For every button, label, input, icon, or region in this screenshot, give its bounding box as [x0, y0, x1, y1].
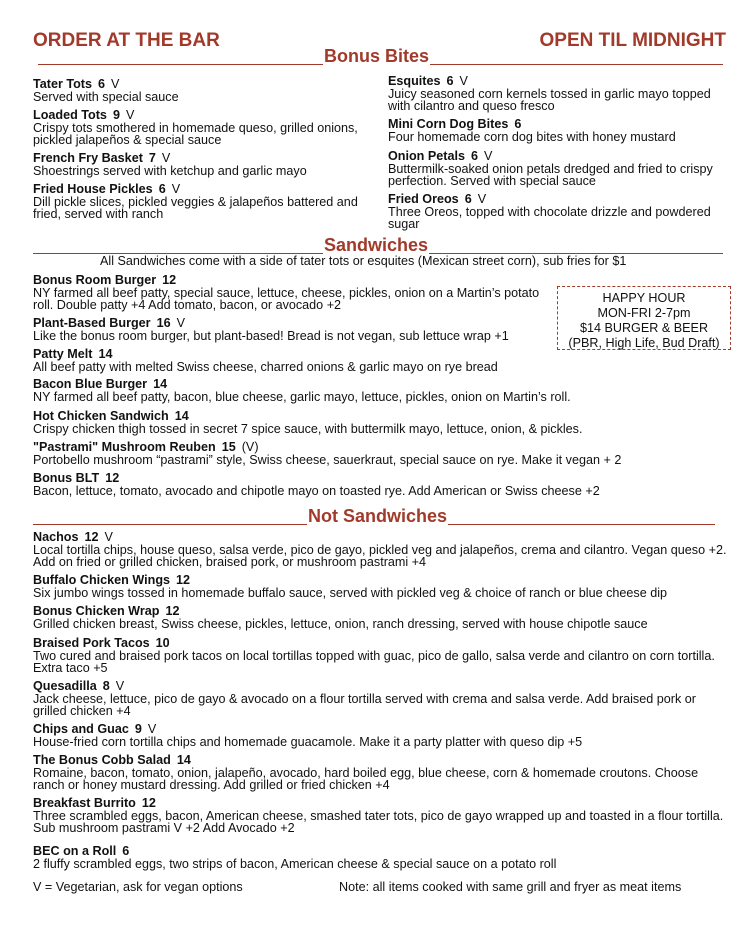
item-desc: Three Oreos, topped with chocolate drizzle and powdered sugar — [388, 204, 711, 231]
item-desc: Four homemade corn dog bites with honey mustard — [388, 129, 676, 144]
happy-hour-box — [557, 286, 731, 350]
item-flag: V — [111, 77, 120, 91]
item-name: Loaded Tots — [33, 108, 107, 122]
item-name: Plant-Based Burger — [33, 316, 151, 330]
item-flag: V — [477, 192, 487, 206]
item-name: Tater Tots — [33, 77, 93, 91]
item-price: 12 — [105, 471, 120, 485]
item-desc: Crispy tots smothered in homemade queso, grilled onions, pickled jalapeños & special sauce — [33, 120, 358, 147]
item-desc: Six jumbo wings tossed in homemade buffalo sauce, served with pickled veg & choice of ranch or blue cheese dip — [33, 585, 668, 600]
menu-item — [33, 531, 733, 569]
happy-hour-title: HAPPY HOUR — [602, 291, 686, 305]
item-price: 12 — [84, 530, 99, 544]
bonus-bites-title: Bonus Bites — [324, 46, 430, 66]
menu-item — [33, 378, 733, 403]
menu-item — [33, 574, 733, 599]
vegetarian-legend: V = Vegetarian, ask for vegan options — [33, 880, 243, 894]
item-name: Chips and Guac — [33, 722, 129, 736]
menu-item — [33, 605, 733, 630]
cooking-note: Note: all items cooked with same grill and fryer as meat items — [339, 880, 682, 894]
menu-item — [33, 274, 553, 312]
menu-item — [33, 78, 363, 103]
sandwiches-side-note: All Sandwiches come with a side of tater tots or esquites (Mexican street corn), sub fries for $1 — [100, 254, 627, 268]
item-flag: V — [176, 316, 185, 330]
item-desc: Like the bonus room burger, but plant-based! Bread is not vegan, sub lettuce wrap +1 — [33, 328, 509, 343]
item-price: 7 — [148, 151, 156, 165]
item-name: Esquites — [388, 74, 441, 88]
item-price: 12 — [165, 604, 180, 618]
item-desc: 2 fluffy scrambled eggs, two strips of bacon, American cheese & special sauce on a potato roll — [33, 856, 557, 871]
item-name: Hot Chicken Sandwich — [33, 409, 169, 423]
menu-item — [33, 109, 363, 147]
menu-item — [388, 118, 723, 143]
menu-item — [33, 723, 733, 748]
item-flag: V — [115, 679, 125, 693]
open-til-midnight-heading: OPEN TIL MIDNIGHT — [539, 30, 726, 51]
item-flag: V — [161, 151, 171, 165]
item-desc: All beef patty with melted Swiss cheese, charred onions & garlic mayo on rye bread — [33, 359, 498, 374]
item-price: 6 — [158, 182, 166, 196]
not-sandwiches-header — [33, 507, 715, 527]
item-desc: Jack cheese, lettuce, pico de gayo & avocado on a flour tortilla served with crema and salsa verde. Add braised pork or grilled chicken +4 — [33, 691, 696, 718]
item-desc: Dill pickle slices, pickled veggies & jalapeños battered and fried, served with ranch — [33, 194, 358, 221]
sandwiches-title: Sandwiches — [324, 235, 429, 255]
item-flag: V — [147, 722, 157, 736]
item-price: 14 — [176, 753, 191, 767]
item-flag: (V) — [241, 440, 259, 454]
item-price: 6 — [446, 74, 454, 88]
order-at-bar-heading: ORDER AT THE BAR — [33, 30, 220, 51]
item-name: Fried Oreos — [388, 192, 459, 206]
item-name: Patty Melt — [33, 347, 93, 361]
item-price: 14 — [174, 409, 189, 423]
item-name: Bonus BLT — [33, 471, 100, 485]
item-desc: Romaine, bacon, tomato, onion, jalapeño, avocado, hard boiled egg, blue cheese, corn & homemade croutons. Choose ranch or honey mustard dressing. Add grilled or fried chicken +4 — [33, 765, 699, 792]
item-name: Quesadilla — [33, 679, 97, 693]
menu-item — [33, 152, 363, 177]
menu-item — [33, 797, 733, 835]
item-price: 10 — [155, 636, 170, 650]
item-desc: Portobello mushroom “pastrami” style, Swiss cheese, sauerkraut, special sauce on rye. Make it vegan + 2 — [33, 452, 622, 467]
menu-item — [388, 193, 723, 231]
item-flag: V — [125, 108, 135, 122]
item-desc: Two cured and braised pork tacos on local tortillas topped with guac, pico de gallo, salsa verde and cilantro on corn tortilla. Extra taco +5 — [33, 648, 715, 675]
item-desc: Three scrambled eggs, bacon, American cheese, smashed tater tots, pico de gayo wrapped up and toasted in a flour tortilla. Sub mushroom pastrami V +2 Add Avocado +2 — [33, 808, 724, 835]
item-desc: NY farmed all beef patty, bacon, blue cheese, garlic mayo, lettuce, pickles, onion on Martin’s roll. — [33, 389, 571, 404]
happy-hour-deal: $14 BURGER & BEER — [579, 321, 709, 335]
item-flag: V — [104, 530, 113, 544]
item-name: Mini Corn Dog Bites — [388, 117, 509, 131]
menu-item — [33, 441, 733, 466]
sandwiches-header — [33, 236, 723, 256]
item-name: Nachos — [33, 530, 79, 544]
item-price: 14 — [98, 347, 113, 361]
item-desc: Bacon, lettuce, tomato, avocado and chipotle mayo on toasted rye. Add American or Swiss cheese +2 — [33, 483, 600, 498]
happy-hour-beers: (PBR, High Life, Bud Draft) — [568, 336, 720, 350]
item-price: 8 — [102, 679, 110, 693]
item-name: Bonus Room Burger — [33, 273, 157, 287]
item-flag: V — [484, 149, 493, 163]
item-name: The Bonus Cobb Salad — [33, 753, 171, 767]
item-name: "Pastrami" Mushroom Reuben — [33, 440, 216, 454]
item-price: 12 — [176, 573, 191, 587]
item-desc: Shoestrings served with ketchup and garlic mayo — [33, 163, 307, 178]
item-price: 16 — [156, 316, 171, 330]
menu-item — [33, 845, 733, 870]
item-name: French Fry Basket — [33, 151, 143, 165]
item-flag: V — [459, 74, 468, 88]
item-price: 9 — [134, 722, 142, 736]
item-desc: Crispy chicken thigh tossed in secret 7 spice sauce, with buttermilk mayo, lettuce, onion, & pickles. — [33, 421, 583, 436]
bonus-bites-header — [38, 47, 723, 67]
menu-item — [33, 680, 733, 718]
item-price: 6 — [122, 844, 130, 858]
item-price: 6 — [464, 192, 472, 206]
item-price: 6 — [98, 77, 106, 91]
item-desc: Grilled chicken breast, Swiss cheese, pickles, lettuce, onion, ranch dressing, served with house chipotle sauce — [33, 616, 648, 631]
item-name: Fried House Pickles — [33, 182, 153, 196]
item-price: 6 — [470, 149, 478, 163]
menu-item — [33, 348, 733, 373]
item-desc: House-fried corn tortilla chips and homemade guacamole. Make it a party platter with queso dip +5 — [33, 734, 583, 749]
item-price: 9 — [112, 108, 120, 122]
menu-item — [388, 150, 723, 188]
item-price: 6 — [514, 117, 522, 131]
item-price: 15 — [221, 440, 236, 454]
item-price: 12 — [141, 796, 156, 810]
item-name: Buffalo Chicken Wings — [33, 573, 171, 587]
item-name: Bonus Chicken Wrap — [33, 604, 160, 618]
item-name: Braised Pork Tacos — [33, 636, 150, 650]
menu-item — [33, 472, 733, 497]
item-desc: Served with special sauce — [33, 89, 179, 104]
item-desc: Local tortilla chips, house queso, salsa verde, pico de gayo, pickled veg and jalapeños, crema and cilantro. Vegan queso +2. Add on fried or grilled chicken, braised pork, or mushroom pastrami +4 — [33, 542, 727, 569]
item-name: Bacon Blue Burger — [33, 377, 148, 391]
item-desc: NY farmed all beef patty, special sauce, lettuce, cheese, pickles, onion on a Martin’s potato roll. Double patty +4 Add tomato, bacon, or avocado +2 — [33, 285, 540, 312]
item-name: BEC on a Roll — [33, 844, 117, 858]
item-flag: V — [171, 182, 181, 196]
happy-hour-days: MON-FRI 2-7pm — [597, 306, 691, 320]
item-name: Onion Petals — [388, 149, 465, 163]
item-price: 12 — [162, 273, 177, 287]
menu-item — [388, 75, 723, 113]
item-desc: Juicy seasoned corn kernels tossed in garlic mayo topped with cilantro and queso fresco — [388, 86, 711, 113]
menu-item — [33, 754, 733, 792]
menu-item — [33, 183, 363, 221]
item-price: 14 — [153, 377, 168, 391]
not-sandwiches-title: Not Sandwiches — [308, 506, 448, 526]
item-desc: Buttermilk-soaked onion petals dredged and fried to crispy perfection. Served with special sauce — [388, 161, 713, 188]
menu-item — [33, 637, 733, 675]
menu-item — [33, 410, 733, 435]
item-name: Breakfast Burrito — [33, 796, 136, 810]
